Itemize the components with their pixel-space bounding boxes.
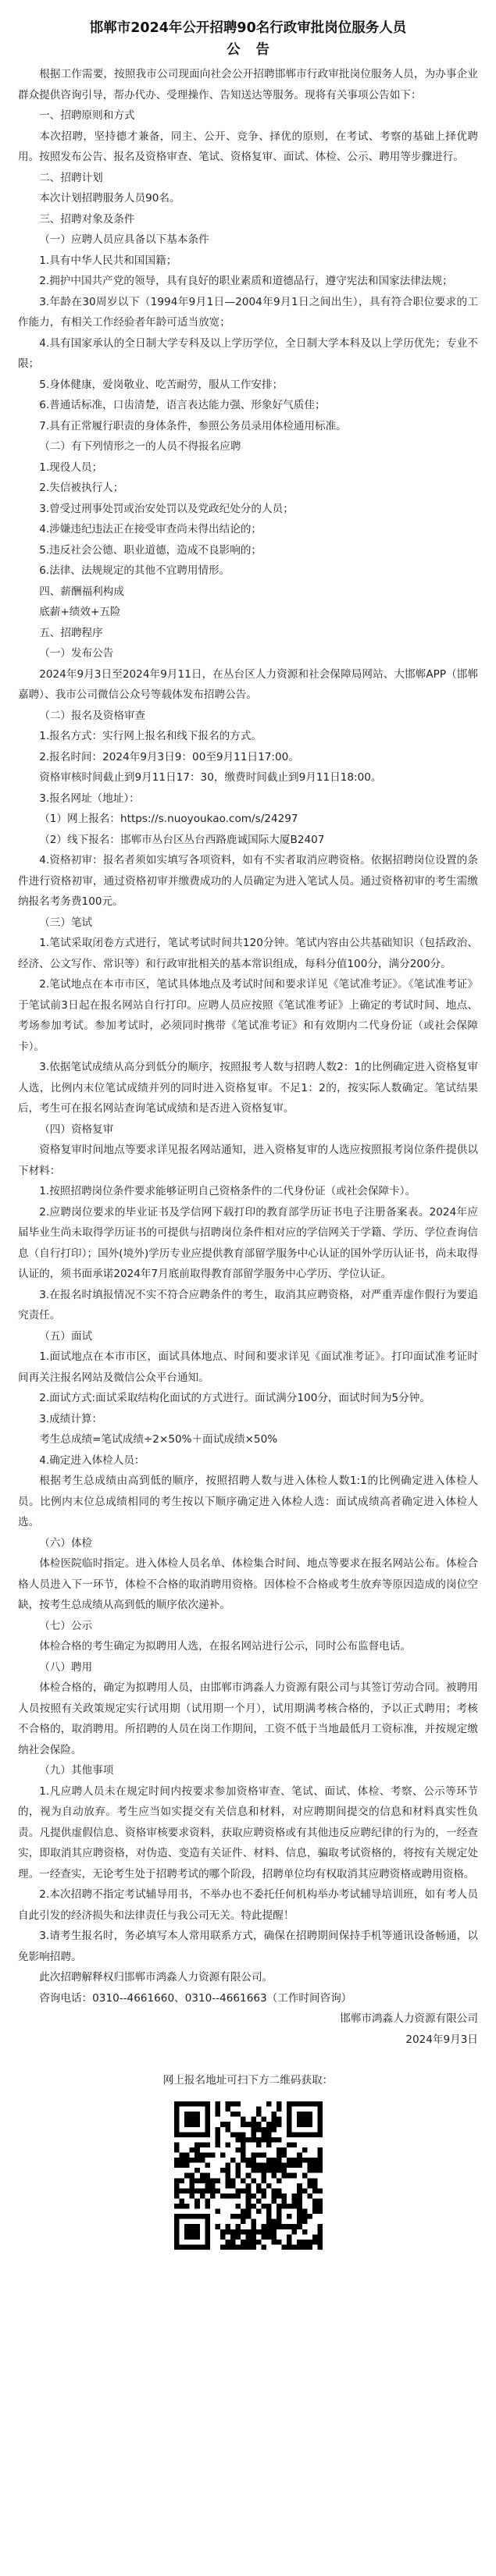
paragraph: 2.拥护中国共产党的领导，具有良好的职业素质和道德品行，遵守宪法和国家法律法规； — [39, 275, 453, 287]
paragraph: 本次招聘，坚持德才兼备，同主、公开、竞争、择优的原则，在考试、考察的基础上择优聘用。按照发布公告、报名及资格审查、笔试、资格复审、面试、体检、公示、聘用等步骤进行。 — [18, 130, 478, 163]
announcement-subtitle: 公告 — [227, 42, 285, 58]
paragraph: 1.现役人员； — [39, 461, 103, 474]
paragraph: 4.涉嫌违纪违法正在接受审查尚未得出结论的； — [39, 523, 262, 535]
qr-caption: 网上报名地址可扫下方二维码获取： — [162, 2074, 334, 2087]
paragraph: 咨询电话：0310--4661660、0310--4661663（工作时间咨询） — [39, 1991, 352, 2005]
paragraph: 2.报名时间：2024年9月3日9：00至9月11日17:00。 — [39, 750, 299, 763]
paragraph: （2）线下报名：邯郸市丛台区丛台西路鹿诚国际大厦B2407 — [39, 833, 325, 846]
paragraph: 1.具有中华人民共和国国籍； — [39, 254, 177, 267]
paragraph: （七）公示 — [39, 1619, 93, 1632]
paragraph: 4.具有国家承认的全日制大学专科及以上学历学位，全日制大学本科及以上学历优先；专业不限； — [18, 336, 478, 370]
paragraph: 1.面试地点在本市市区，面试具体地点、时间和要求详见《面试准考证》。打印面试准考证时间再关注报名网站及微信公众平台通知。 — [18, 1350, 478, 1384]
paragraph: （六）体检 — [39, 1536, 93, 1550]
paragraph: 二、招聘计划 — [39, 171, 103, 184]
paragraph: 体检合格的，确定为拟聘用人员，由邯郸市鸿淼人力资源有限公司与其签订劳动合同。被聘用人员按照有关政策规定实行试用期（试用期一个月），试用期满考核合格的，予以正式聘用；考核不合格的，取消聘用。所招聘的人员在岗工作期间，工资不低于当地最低月工资标准，并按规定缴纳社会保险。 — [18, 1681, 478, 1756]
paragraph: 根据考生总成绩由高到低的顺序，按照招聘人数与进入体检人数1:1的比例确定进入体检人员。比例内末位总成绩相同的考生按以下顺序确定进入体检人选：面试成绩高者确定进入体检人选。 — [18, 1475, 478, 1528]
paragraph: （二）报名及资格审查 — [39, 709, 146, 722]
paragraph: 五、招聘程序 — [39, 626, 103, 639]
paragraph: 7.具有正常履行职责的身体条件，参照公务员录用体检通用标准。 — [39, 419, 347, 432]
paragraph: 3.在报名时填报情况不实不符合应聘条件的考生，取消其应聘资格，对严重弄虚作假行为要追究责任。 — [18, 1288, 478, 1322]
paragraph: （一）发布公告 — [39, 647, 114, 660]
paragraph: 资格审核时间截止到9月11日17：30，缴费时间截止到9月11日18:00。 — [39, 771, 382, 784]
paragraph: 3.年龄在30周岁以下（1994年9月1日—2004年9月1日之间出生），具有符合职位要求的工作能力，有相关工作经验者年龄可适当放宽； — [18, 295, 478, 329]
paragraph: 2.失信被执行人； — [39, 482, 124, 494]
paragraph: 2.笔试地点在本市市区，笔试具体地点及考试时间和要求详见《笔试准考证》。《笔试准考证》于笔试前3日起在报名网站自行打印。应聘人员应按照《笔试准考证》上确定的考试时间、地点、考场参加考试。参加考试时，必须同时携带《笔试准考证》和有效期内二代身份证（或社会保障卡）。 — [18, 978, 478, 1053]
paragraph: 资格复审时间地点等要求详见报名网站通知，进入资格复审的人选应按照报考岗位条件提供以下材料： — [18, 1144, 478, 1177]
paragraph: 6.法律、法规规定的其他不宜聘用情形。 — [39, 564, 230, 577]
paragraph: 2.本次招聘不指定考试辅导用书，不举办也不委托任何机构举办考试辅导培训班，如有考人员自此引发的经济损失和法律责任与我公司无关。特此提醒！ — [18, 1888, 478, 1922]
paragraph: （九）其他事项 — [39, 1764, 114, 1777]
paragraph: 根据工作需要，按照我市公司现面向社会公开招聘邯郸市行政审批岗位服务人员，为办事企业群众提供咨询引导，帮办代办、受理操作、告知送达等服务。现将有关事项公告如下： — [18, 68, 478, 101]
paragraph: （一）应聘人员应具备以下基本条件 — [39, 233, 209, 246]
paragraph: （五）面试 — [39, 1329, 93, 1343]
paragraph: 1.凡应聘人员未在规定时间内按要求参加资格审查、笔试、面试、体检、考察、公示等环节的，视为自动放弃。考生应当如实提交有关信息和材料，对应聘期间提交的信息和材料真实性负责。凡提供虚假信息、资格审核要求资料，获取应聘资格或有其他违反应聘纪律的行为的，一经查实，即取消其应聘资格，对伪造、变造有关证件、材料、信息，骗取考试资格的，将按有关规定处理。一经查实，无论考生处于招聘考试的哪个阶段，招聘单位均有权取消其应聘资格或聘用资格。 — [18, 1784, 478, 1880]
announcement-title: 邯郸市2024年公开招聘90名行政审批岗位服务人员 — [89, 20, 407, 36]
qr-code-icon[interactable] — [174, 2101, 323, 2250]
paragraph: 3.请考生报名时，务必填写本人常用联系方式，确保在招聘期间保持手机等通讯设备畅通，以免影响招聘。 — [18, 1930, 478, 1963]
qr-code-wrapper — [18, 2101, 478, 2250]
paragraph: 本次计划招聘服务人员90名。 — [39, 192, 180, 205]
signature-date: 2024年9月3日 — [405, 2033, 478, 2046]
paragraph: 底薪+绩效+五险 — [39, 606, 121, 618]
announcement-body — [18, 64, 478, 2008]
paragraph: 体检合格的考生确定为拟聘用人选，在报名网站进行公示，同时公布监督电话。 — [39, 1640, 411, 1653]
signature-company: 邯郸市鸿淼人力资源有限公司 — [340, 2012, 478, 2025]
paragraph: （二）有下列情形之一的人员不得报名应聘 — [39, 440, 241, 453]
paragraph: 3.曾受过刑事处罚或治安处罚以及党政纪处分的人员； — [39, 502, 294, 515]
paragraph: （三）笔试 — [39, 916, 93, 929]
paragraph: 此次招聘解释权归邯郸市鸿淼人力资源有限公司。 — [39, 1971, 273, 1984]
paragraph: 5.违反社会公德、职业道德，造成不良影响的； — [39, 543, 262, 557]
paragraph: （四）资格复审 — [39, 1123, 114, 1136]
paragraph: 考生总成绩=笔试成绩÷2×50%＋面试成绩×50% — [39, 1433, 278, 1446]
paragraph: 四、薪酬福利构成 — [39, 585, 124, 598]
paragraph: 一、招聘原则和方式 — [39, 109, 135, 122]
paragraph: 6.普通话标准，口齿清楚，语言表达能力强、形象好气质佳； — [39, 399, 326, 411]
paragraph: （1）网上报名：https://s.nuoyoukao.com/s/24297 — [39, 813, 298, 825]
paragraph: 2.应聘岗位要求的毕业证书及学信网下载打印的教育部学历证书电子注册备案表。2024年应届毕业生尚未取得学历证书的可提供与招聘岗位条件相对应的学信网关于学籍、学历、学位查询信息（自行打印）；国外(境外)学历专业应提供教育部留学服务中心认证的国外学历认证书，尚未取得认证的，须书面承诺2024年7月底前取得教育部留学服务中心学历、学位认证。 — [18, 1205, 478, 1280]
paragraph: 4.确定进入体检人员： — [39, 1453, 145, 1467]
paragraph: 3.成绩计算： — [39, 1412, 103, 1425]
paragraph: 3.报名网址（地址）： — [39, 792, 140, 805]
paragraph: 三、招聘对象及条件 — [39, 212, 135, 226]
paragraph: 3.依据笔试成绩从高分到低分的顺序，按照报考人数与招聘人数2：1的比例确定进入资格复审人选，比例内末位笔试成绩并列的同时进入资格复审。不足1：2的，按实际人数确定。笔试结果后，考生可在报名网站查询笔试成绩和是否进入资格复审。 — [18, 1061, 478, 1115]
paragraph: 2.面试方式:面试采取结构化面试的方式进行。面试满分100分，面试时间为5分钟。 — [39, 1392, 430, 1404]
paragraph: 体检医院临时指定。进入体检人员名单、体检集合时间、地点等要求在报名网站公布。体检合格人员进入下一环节，体检不合格的取消聘用资格。因体检不合格或考生放弃等原因造成的岗位空缺，按考生总成绩从高到低的顺序依次递补。 — [18, 1557, 478, 1611]
paragraph: 5.身体健康，爱岗敬业、吃苦耐劳，服从工作安排； — [39, 378, 284, 391]
paragraph: （八）聘用 — [39, 1660, 93, 1674]
paragraph: 1.报名方式：实行网上报名和线下报名的方式。 — [39, 730, 262, 742]
paragraph: 1.笔试采取闭卷方式进行，笔试考试时间共120分钟。笔试内容由公共基础知识（包括政治、经济、公文写作、常识等）和行政审批相关的基本常识组成，每科分值100分，满分200分。 — [18, 937, 478, 970]
paragraph: 4.资格初审：报名者须如实填写各项资料，如有不实者取消应聘资格。依据招聘岗位设置的条件进行资格初审，通过资格初审并缴费成功的人员确定为进入笔试人员。通过资格初审的考生需缴纳报名考务费100元。 — [18, 854, 478, 908]
paragraph: 1.按照招聘岗位条件要求能够证明自己资格条件的二代身份证（或社会保障卡）。 — [39, 1185, 416, 1197]
paragraph: 2024年9月3日至2024年9月11日，在丛台区人力资源和社会保障局网站、大邯郸APP（邯郸嘉聘）、我市公司微信公众号等载体发布招聘公告。 — [18, 667, 478, 701]
